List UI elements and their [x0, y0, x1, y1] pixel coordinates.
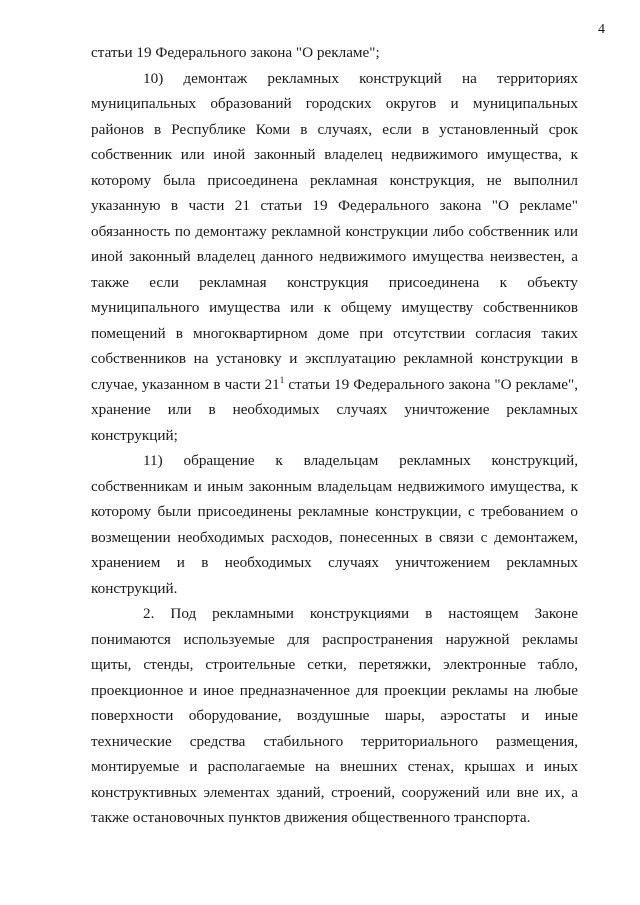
- paragraph-section-2: 2. Под рекламными конструкциями в настоящем Законе понимаются используемые для распространения наружной рекламы щиты, стенды, строительные сетки, перетяжки, электронные табло, проекционное и иное предназначенное для проекции рекламы на любые поверхности оборудование, воздушные шары, аэростаты и иные технические средства стабильного территориального размещения, монтируемые и располагаемые на внешних стенах, крышах и иных конструктивных элементах зданий, строений, сооружений или вне их, а также остановочных пунктов движения общественного транспорта.: [91, 605, 578, 826]
- paragraph-item-10: [91, 66, 578, 449]
- superscript-index: 1: [279, 374, 285, 385]
- paragraph-item-11: 11) обращение к владельцам рекламных конструкций, собственникам и иным законным владельцам недвижимого имущества, к которому были присоединены рекламные конструкции, с требованием о возмещении необходимых расходов, понесенных в связи с демонтажем, хранением и в необходимых случаях уничтожением рекламных конструкций.: [91, 452, 578, 597]
- paragraph-item-10-tail: статьи 19 Федерального закона "О рекламе", хранение или в необходимых случаях уничтожение рекламных конструкций;: [91, 375, 579, 444]
- page-number: 4: [598, 22, 605, 37]
- paragraph-continuation: статьи 19 Федерального закона "О рекламе";: [91, 44, 380, 61]
- document-body: [91, 40, 578, 831]
- paragraph-item-10-text: 10) демонтаж рекламных конструкций на территориях муниципальных образований городских округов и муниципальных районов в Республике Коми в случаях, если в установленный срок собственник или иной законный владелец недвижимого имущества, к которому была присоединена рекламная конструкция, не выполнил указанную в части 21 статьи 19 Федерального закона "О рекламе" обязанность по демонтажу рекламной конструкции либо собственник или иной законный владелец данного недвижимого имущества неизвестен, а также если рекламная конструкция присоединена к объекту муниципального имущества или к общему имуществу собственников помещений в многоквартирном доме при отсутствии согласия таких собственников на установку и эксплуатацию рекламной конструкции в случае, указанном в части 21: [91, 69, 578, 393]
